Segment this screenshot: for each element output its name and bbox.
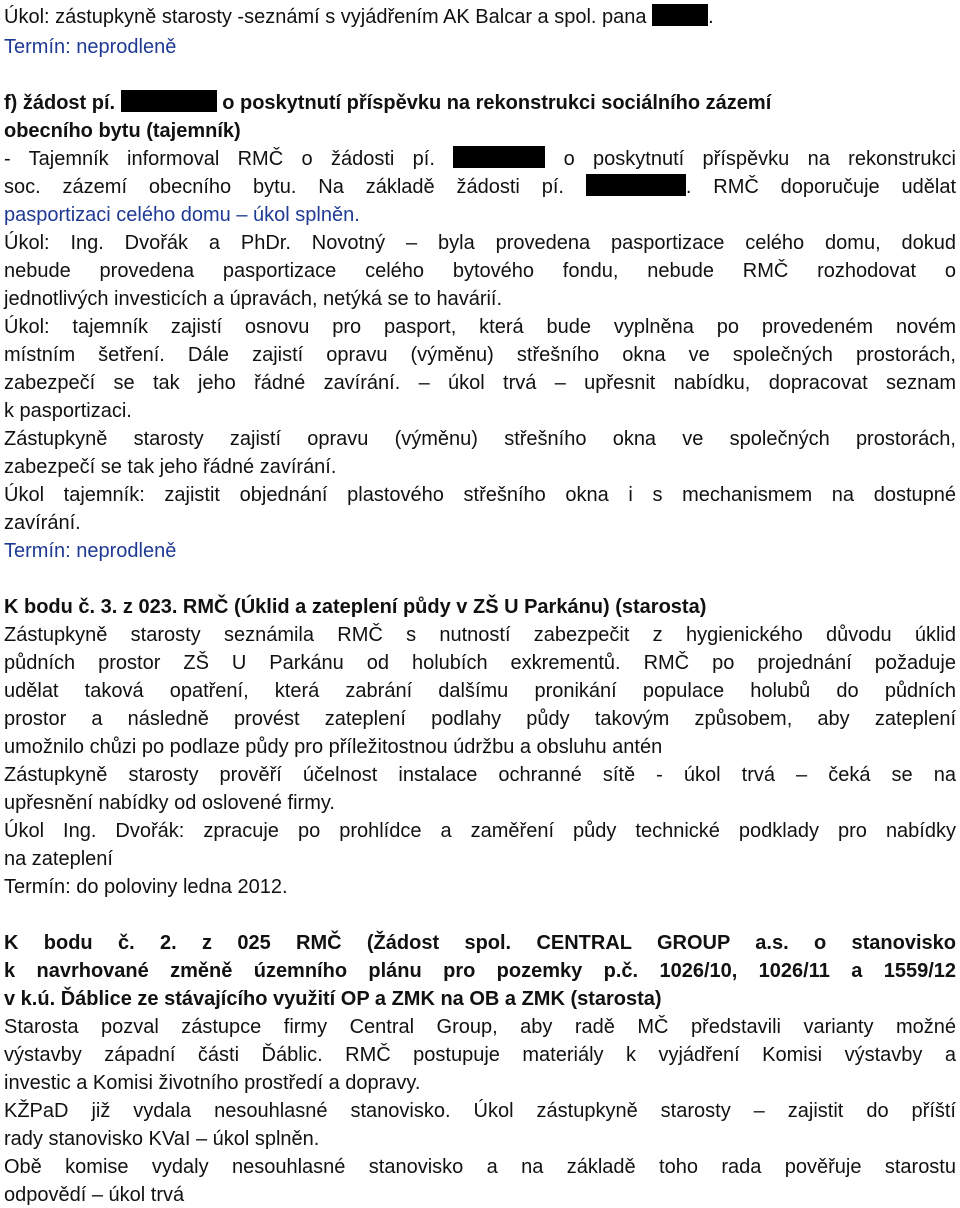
text-line	[4, 146, 956, 172]
text-segment: Termín: neprodleně	[4, 36, 177, 58]
text-segment: zabezpečí se tak jeho řádné zavírání.	[4, 456, 337, 478]
text-line	[4, 1098, 956, 1124]
text-line	[4, 4, 956, 30]
redaction-box	[453, 146, 545, 168]
text-segment: k navrhované změně územního plánu pro pozemky p.č. 1026/10, 1026/11 a 1559/12	[4, 960, 956, 982]
text-line	[4, 986, 956, 1012]
text-line	[4, 762, 956, 788]
text-segment: Starosta pozval zástupce firmy Central Group, aby radě MČ představili varianty možné	[4, 1016, 956, 1038]
text-line	[4, 426, 956, 452]
text-segment: Zástupkyně starosty seznámila RMČ s nutností zabezpečit z hygienického důvodu úklid	[4, 624, 956, 646]
text-segment: K bodu č. 2. z 025 RMČ (Žádost spol. CENTRAL GROUP a.s. o stanovisko	[4, 932, 956, 954]
text-line	[4, 930, 956, 956]
text-segment: Obě komise vydaly nesouhlasné stanovisko a na základě toho rada pověřuje starostu	[4, 1156, 956, 1178]
text-line	[4, 1070, 956, 1096]
text-line	[4, 958, 956, 984]
text-segment: jednotlivých investicích a úpravách, netýká se to havárií.	[4, 288, 503, 310]
text-line	[4, 398, 956, 424]
text-segment: Zástupkyně starosty prověří účelnost instalace ochranné sítě - úkol trvá – čeká se na	[4, 764, 956, 786]
text-segment: udělat taková opatření, která zabrání dalšímu pronikání populace holubů do půdních	[4, 680, 956, 702]
text-segment: soc. zázemí obecního bytu. Na základě žádosti pí.	[4, 176, 586, 198]
text-line	[4, 202, 956, 228]
text-segment: . RMČ doporučuje udělat	[685, 176, 957, 198]
text-segment: na zateplení	[4, 848, 113, 870]
text-segment: Úkol Ing. Dvořák: zpracuje po prohlídce a zaměření půdy technické podklady pro nabídky	[4, 820, 956, 842]
text-line	[4, 118, 956, 144]
text-line	[4, 258, 956, 284]
text-line	[4, 286, 956, 312]
text-segment: K bodu č. 3. z 023. RMČ (Úklid a zateplení půdy v ZŠ U Parkánu) (starosta)	[4, 596, 707, 618]
text-segment: - Tajemník informoval RMČ o žádosti pí.	[4, 148, 454, 170]
text-segment: prostor a následně provést zateplení podlahy půdy takovým způsobem, aby zateplení	[4, 708, 956, 730]
text-segment: Úkol tajemník: zajistit objednání plastového střešního okna i s mechanismem na dostupné	[4, 484, 956, 506]
text-segment: pasportizaci celého domu – úkol splněn.	[4, 204, 360, 226]
text-line	[4, 706, 956, 732]
text-line	[4, 90, 956, 116]
text-segment: odpovědí – úkol trvá	[4, 1184, 185, 1206]
text-line	[4, 1042, 956, 1068]
text-segment: Termín: neprodleně	[4, 540, 177, 562]
redaction-box	[121, 90, 217, 112]
text-segment: výstavby západní části Ďáblic. RMČ postupuje materiály k vyjádření Komisi výstavby a	[4, 1044, 956, 1066]
text-segment: zabezpečí se tak jeho řádné zavírání. – úkol trvá – upřesnit nabídku, dopracovat seznam	[4, 372, 956, 394]
text-segment: zavírání.	[4, 512, 81, 534]
text-segment: o poskytnutí příspěvku na rekonstrukci sociálního zázemí	[216, 92, 772, 114]
text-segment: Úkol: tajemník zajistí osnovu pro pasport, která bude vyplněna po provedeném novém	[4, 316, 956, 338]
text-segment: .	[708, 6, 714, 28]
text-line	[4, 818, 956, 844]
text-segment: umožnilo chůzi po podlaze půdy pro příležitostnou údržbu a obsluhu antén	[4, 736, 663, 758]
text-line	[4, 482, 956, 508]
text-line	[4, 1182, 956, 1208]
redaction-box	[652, 4, 708, 26]
text-line	[4, 314, 956, 340]
text-segment: k pasportizaci.	[4, 400, 132, 422]
text-segment: KŽPaD již vydala nesouhlasné stanovisko. Úkol zástupkyně starosty – zajistit do příští	[4, 1100, 956, 1122]
text-line	[4, 1154, 956, 1180]
text-line	[4, 734, 956, 760]
text-segment: rady stanovisko KVaI – úkol splněn.	[4, 1128, 320, 1150]
text-segment: místním šetření. Dále zajistí opravu (výměnu) střešního okna ve společných prostorách,	[4, 344, 956, 366]
text-line	[4, 650, 956, 676]
text-line	[4, 594, 956, 620]
text-segment: o poskytnutí příspěvku na rekonstrukci	[545, 148, 956, 170]
redaction-box	[586, 174, 686, 196]
text-line	[4, 510, 956, 536]
text-line	[4, 678, 956, 704]
text-segment: Úkol: Ing. Dvořák a PhDr. Novotný – byla provedena pasportizace celého domu, dokud	[4, 232, 956, 254]
text-line	[4, 1014, 956, 1040]
text-line	[4, 874, 956, 900]
text-segment: upřesnění nabídky od oslovené firmy.	[4, 792, 335, 814]
text-segment: půdních prostor ZŠ U Parkánu od holubích exkrementů. RMČ po projednání požaduje	[4, 652, 956, 674]
text-line	[4, 342, 956, 368]
text-line	[4, 846, 956, 872]
text-line	[4, 230, 956, 256]
text-line	[4, 454, 956, 480]
text-line	[4, 538, 956, 564]
text-line	[4, 370, 956, 396]
text-line	[4, 1126, 956, 1152]
text-segment: nebude provedena pasportizace celého bytového fondu, nebude RMČ rozhodovat o	[4, 260, 956, 282]
text-line	[4, 790, 956, 816]
text-segment: Zástupkyně starosty zajistí opravu (výměnu) střešního okna ve společných prostorách,	[4, 428, 956, 450]
text-line	[4, 174, 956, 200]
text-segment: Termín: do poloviny ledna 2012.	[4, 876, 288, 898]
text-segment: Úkol: zástupkyně starosty -seznámí s vyjádřením AK Balcar a spol. pana	[4, 6, 653, 28]
text-segment: f) žádost pí.	[4, 92, 121, 114]
text-line	[4, 34, 956, 60]
text-segment: v k.ú. Ďáblice ze stávajícího využití OP a ZMK na OB a ZMK (starosta)	[4, 988, 662, 1010]
text-line	[4, 622, 956, 648]
text-segment: obecního bytu (tajemník)	[4, 120, 241, 142]
text-segment: investic a Komisi životního prostředí a dopravy.	[4, 1072, 421, 1094]
